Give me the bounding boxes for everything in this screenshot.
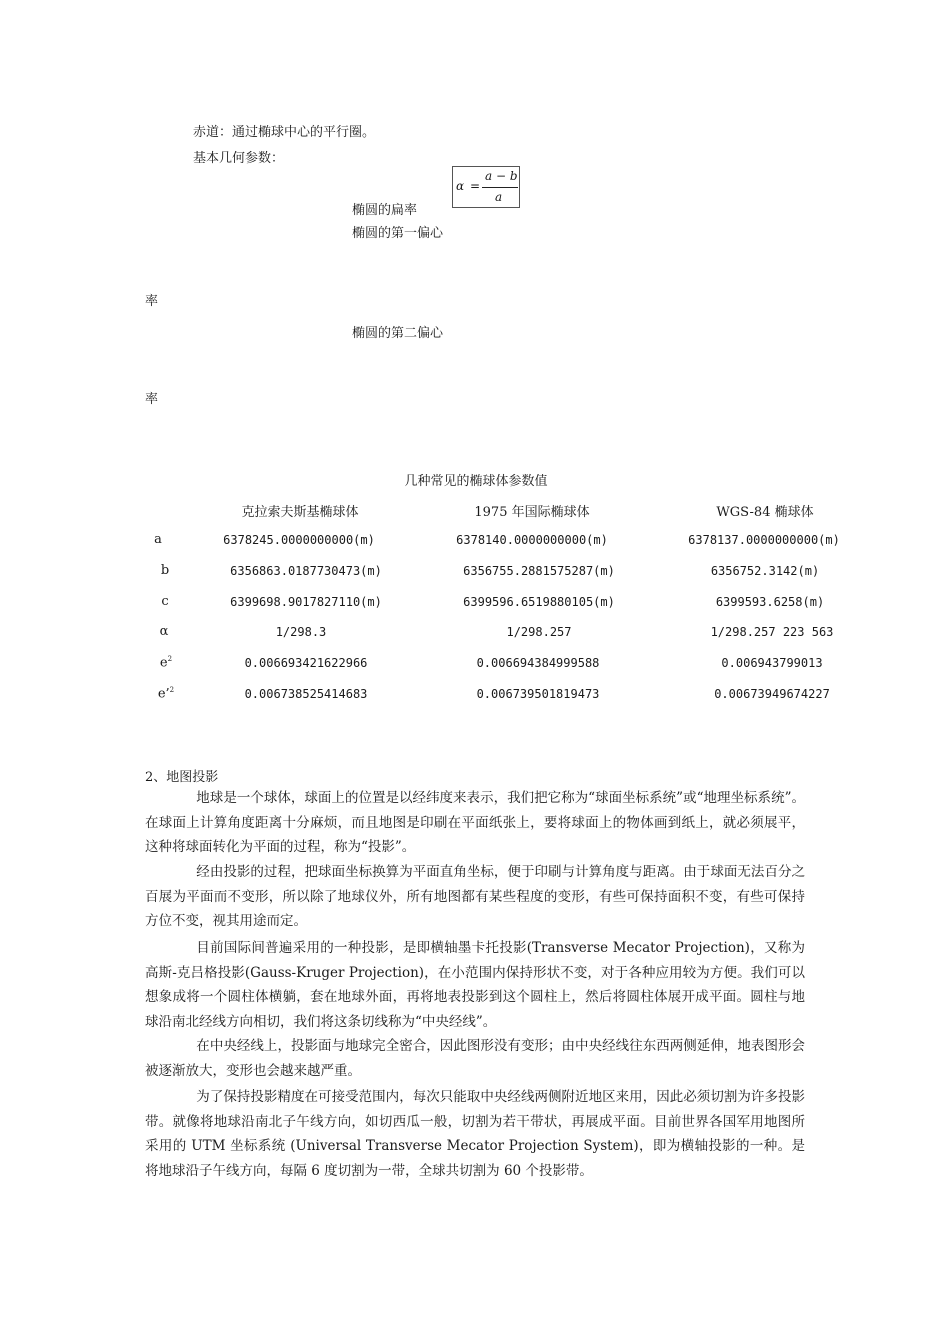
- row-label-b: b: [160, 563, 170, 578]
- paragraph-1: 地球是一个球体，球面上的位置是以经纬度来表示，我们把它称为“球面坐标系统”或“地理坐标系统”。在球面上计算角度距离十分麻烦，而且地图是印刷在平面纸张上，要将球面上的物体画到纸上，就必须展平，这种将球面转化为平面的过程，称为“投影”。: [145, 790, 805, 855]
- cell-b-krasovsky: 6356863.0187730473(m): [230, 564, 382, 578]
- header-wgs84: WGS-84 椭球体: [716, 505, 814, 520]
- cell-e-prime2-wgs84: 0.00673949674227: [714, 687, 830, 701]
- cell-c-wgs84: 6399593.6258(m): [715, 595, 825, 609]
- row-label-e2-sup: 2: [167, 655, 173, 663]
- cell-e2-krasovsky: 0.006693421622966: [244, 656, 368, 670]
- row-label-a: a: [154, 532, 162, 547]
- formula-lhs: α: [456, 179, 465, 193]
- row-label-e2: [160, 655, 172, 670]
- row-label-e-prime2-base: e’: [157, 686, 170, 702]
- flattening-formula: [452, 166, 520, 208]
- formula-eq: =: [470, 179, 481, 193]
- cell-b-wgs84: 6356752.3142(m): [710, 564, 820, 578]
- cell-e-prime2-1975: 0.006739501819473: [476, 687, 600, 701]
- second-eccentricity-label: 椭圆的第二偏心: [352, 326, 444, 341]
- header-1975: 1975 年国际椭球体: [474, 505, 590, 520]
- paragraph-2: 经由投影的过程，把球面坐标换算为平面直角坐标，便于印刷与计算角度与距离。由于球面无法百分之百展为平面而不变形，所以除了地球仪外，所有地图都有某些程度的变形，有些可保持面积不变，有些可保持方位不变，视其用途而定。: [145, 864, 805, 929]
- fraction-bar: [482, 187, 518, 188]
- row-label-alpha: α: [159, 624, 169, 639]
- row-label-c: c: [161, 594, 169, 609]
- cell-a-wgs84: 6378137.0000000000(m): [688, 533, 840, 547]
- formula-numerator: a − b: [485, 169, 518, 183]
- cell-c-1975: 6399596.6519880105(m): [463, 595, 615, 609]
- cell-c-krasovsky: 6399698.9017827110(m): [230, 595, 382, 609]
- formula-denominator: a: [495, 190, 503, 204]
- cell-a-krasovsky: 6378245.0000000000(m): [223, 533, 375, 547]
- first-eccentricity-label: 椭圆的第一偏心: [352, 226, 444, 241]
- paragraph-3: 目前国际间普遍采用的一种投影，是即横轴墨卡托投影(Transverse Mecator Projection)，又称为高斯-克吕格投影(Gauss-Kruger Projection)，在小范围内保持形状不变，对于各种应用较为方便。我们可以想象成将一个圆柱体横躺，套在地球外面，再将地表投影到这个圆柱上，然后将圆柱体展开成平面。圆柱与地球沿南北经线方向相切，我们将这条切线称为“中央经线”。: [145, 940, 805, 1030]
- header-krasovsky: 克拉索夫斯基椭球体: [241, 505, 359, 520]
- cell-e-prime2-krasovsky: 0.006738525414683: [244, 687, 368, 701]
- section-heading: 2、地图投影: [145, 770, 219, 785]
- cell-alpha-krasovsky: 1/298.3: [275, 625, 327, 639]
- equator-line: 赤道：通过椭球中心的平行圈。: [193, 125, 376, 140]
- cell-b-1975: 6356755.2881575287(m): [463, 564, 615, 578]
- cell-e2-wgs84: 0.006943799013: [721, 656, 823, 670]
- row-label-e-prime2-sup: 2: [169, 686, 175, 694]
- cell-alpha-1975: 1/298.257: [506, 625, 572, 639]
- paragraph-4: 在中央经线上，投影面与地球完全密合，因此图形没有变形；由中央经线往东西两侧延伸，地表图形会被逐渐放大，变形也会越来越严重。: [145, 1038, 805, 1079]
- rate-word-1: 率: [145, 294, 159, 309]
- table-title: 几种常见的椭球体参数值: [404, 474, 548, 489]
- cell-a-1975: 6378140.0000000000(m): [456, 533, 608, 547]
- cell-e2-1975: 0.006694384999588: [476, 656, 600, 670]
- flattening-label: 椭圆的扁率: [352, 203, 418, 218]
- row-label-e2-base: e: [159, 655, 168, 671]
- paragraph-5: 为了保持投影精度在可接受范围内，每次只能取中央经线两侧附近地区来用，因此必须切割为许多投影带。就像将地球沿南北子午线方向，如切西瓜一般，切割为若干带状，再展成平面。目前世界各国军用地图所采用的 UTM 坐标系统 (Universal Transverse Mecator Projection System)，即为横轴投影的一种。是将地球沿子午线方向，每隔 6 度切割为一带，全球共切割为 60 个投影带。: [145, 1089, 805, 1179]
- cell-alpha-wgs84: 1/298.257 223 563: [710, 625, 834, 639]
- rate-word-2: 率: [145, 392, 159, 407]
- basic-params-line: 基本几何参数：: [193, 151, 285, 166]
- row-label-e-prime2: [158, 686, 174, 701]
